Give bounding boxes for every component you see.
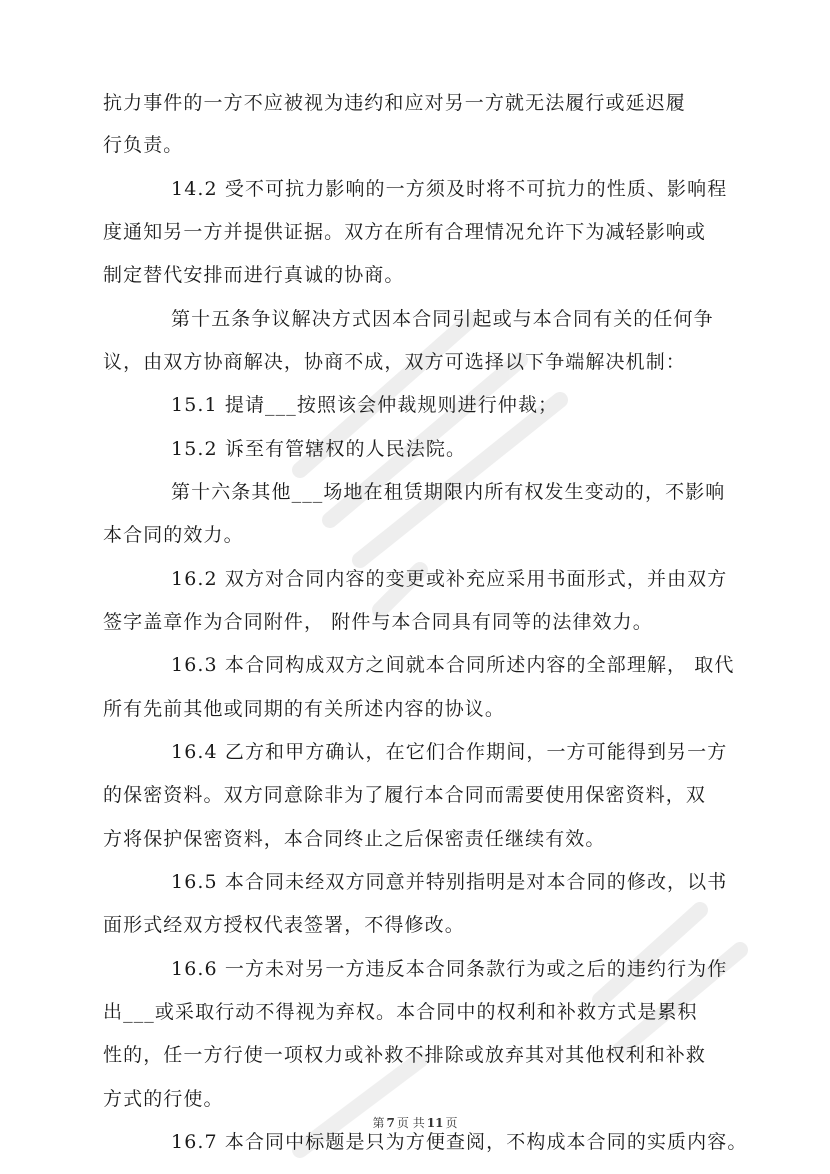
clause-15-1: 15.1 提请___按照该会仲裁规则进行仲裁； xyxy=(171,394,559,416)
page-footer xyxy=(0,1114,830,1131)
clause-15-2: 15.2 诉至有管辖权的人民法院。 xyxy=(171,438,467,460)
clause-16-7: 16.7 本合同中标题是只为方便查阅，不构成本合同的实质内容。 xyxy=(171,1131,748,1153)
text-line: 所有先前其他或同期的有关所述内容的协议。 xyxy=(103,698,506,720)
clause-16-4: 16.4 乙方和甲方确认，在它们合作期间，一方可能得到另一方 xyxy=(171,741,728,763)
footer-suffix: 页 xyxy=(445,1116,458,1130)
text-line: 议，由双方协商解决，协商不成，双方可选择以下争端解决机制： xyxy=(103,351,686,373)
footer-page-number: 7 xyxy=(386,1116,395,1130)
article-16-heading: 第十六条其他___场地在租赁期限内所有权发生变动的，不影响 xyxy=(171,481,726,503)
text-line: 性的，任一方行使一项权力或补救不排除或放弃其对其他权利和补救 xyxy=(103,1044,707,1066)
footer-prefix: 第 xyxy=(372,1116,385,1130)
clause-16-6: 16.6 一方未对另一方违反本合同条款行为或之后的违约行为作 xyxy=(171,958,728,980)
text-line: 的保密资料。双方同意除非为了履行本合同而需要使用保密资料，双 xyxy=(103,784,707,806)
clause-16-5: 16.5 本合同未经双方同意并特别指明是对本合同的修改，以书 xyxy=(171,871,728,893)
text-line: 方式的行使。 xyxy=(103,1088,224,1110)
text-line: 行负责。 xyxy=(103,134,184,156)
text-line: 出___或采取行动不得视为弃权。本合同中的权利和补救方式是累积 xyxy=(103,1001,698,1023)
clause-16-3: 16.3 本合同构成双方之间就本合同所述内容的全部理解， 取代 xyxy=(171,654,735,676)
text-line: 制定替代安排而进行真诚的协商。 xyxy=(103,264,405,286)
footer-total-pages: 11 xyxy=(426,1116,444,1130)
clause-14-2: 14.2 受不可抗力影响的一方须及时将不可抗力的性质、影响程 xyxy=(171,178,728,200)
footer-middle: 页 共 xyxy=(396,1116,425,1130)
text-line: 面形式经双方授权代表签署，不得修改。 xyxy=(103,914,465,936)
clause-16-2: 16.2 双方对合同内容的变更或补充应采用书面形式，并由双方 xyxy=(171,568,728,590)
article-15-heading: 第十五条争议解决方式因本合同引起或与本合同有关的任何争 xyxy=(171,308,714,330)
text-line: 签字盖章作为合同附件， 附件与本合同具有同等的法律效力。 xyxy=(103,611,653,633)
text-line: 抗力事件的一方不应被视为违约和应对另一方就无法履行或延迟履 xyxy=(103,92,686,114)
text-line: 本合同的效力。 xyxy=(103,524,244,546)
text-line: 方将保护保密资料，本合同终止之后保密责任继续有效。 xyxy=(103,828,606,850)
text-line: 度通知另一方并提供证据。双方在所有合理情况允许下为减轻影响或 xyxy=(103,221,707,243)
